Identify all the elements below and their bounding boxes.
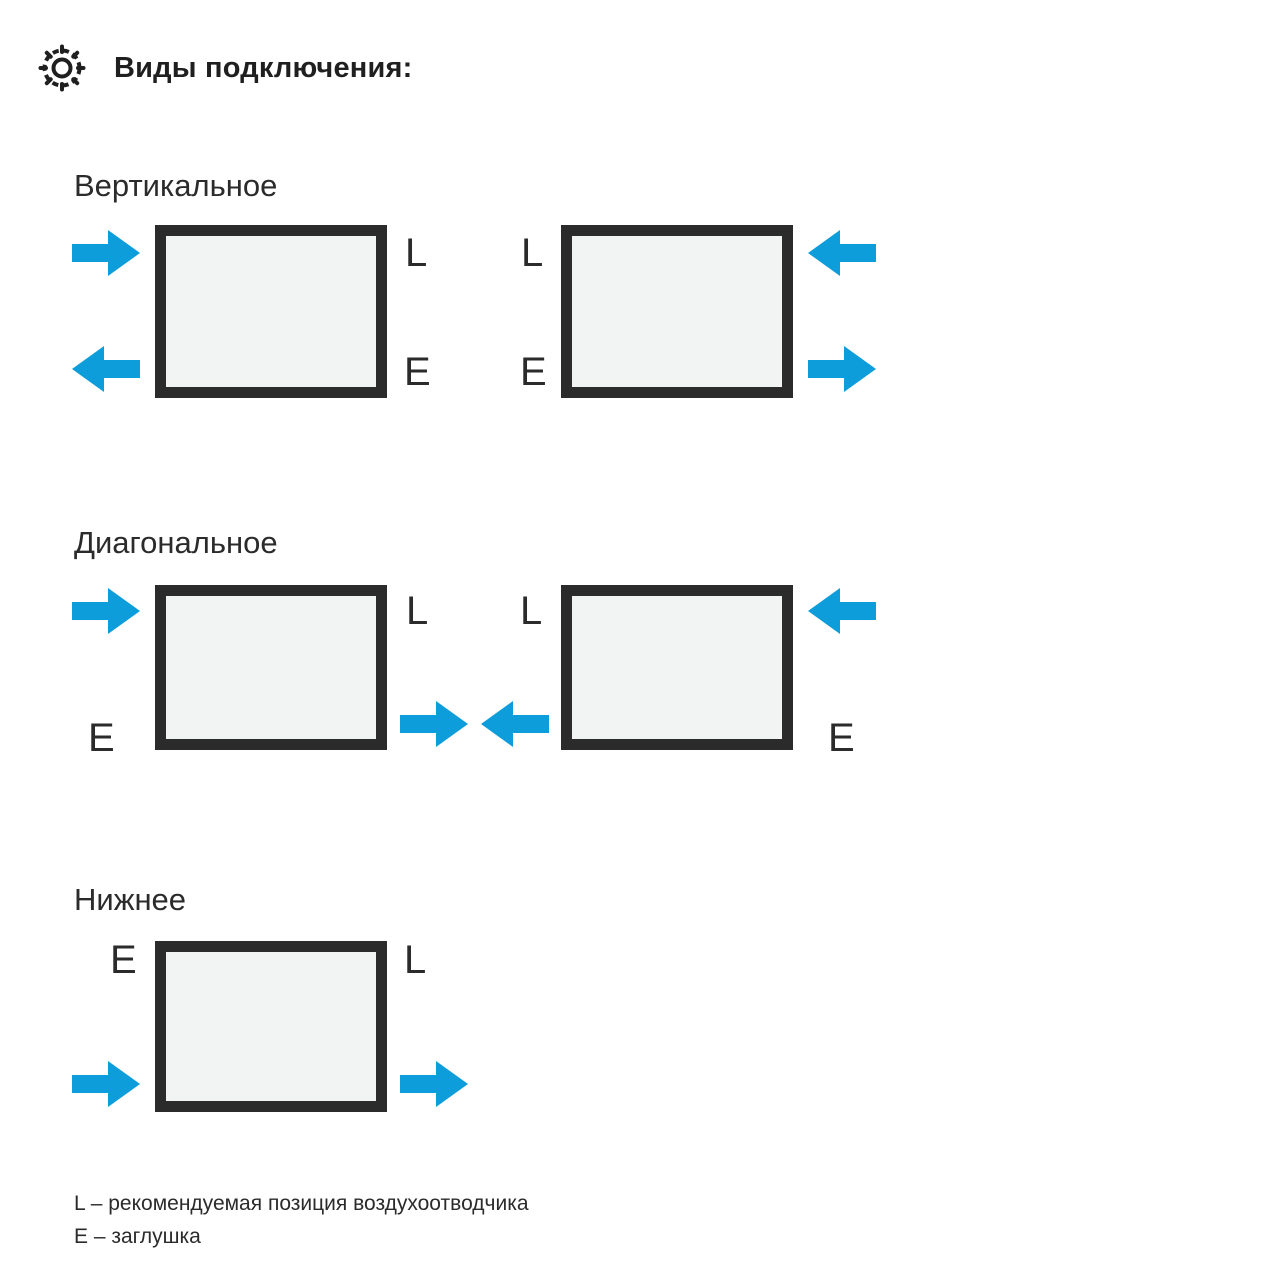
arrow-right-outlet-bottom [400,1058,468,1110]
page-title: Виды подключения: [114,51,413,84]
label-vertical-right-1: E [520,350,547,394]
label-bottom-1: L [404,938,427,982]
arrow-right-outlet-diagonal-left [400,698,468,750]
label-diagonal-right-0: L [520,589,543,633]
label-vertical-right-0: L [521,231,544,275]
label-vertical-left-0: L [405,231,428,275]
legend-item-L: L – рекомендуемая позиция воздухоотводчика [74,1192,529,1215]
label-vertical-left-1: E [404,350,431,394]
arrow-right-inlet-bottom [72,1058,140,1110]
legend-item-E: E – заглушка [74,1224,201,1248]
arrow-right-inlet-diagonal-left [72,585,140,637]
legend [74,1188,529,1253]
radiator-bottom [155,941,387,1112]
gear-icon [36,42,88,94]
radiator-diagonal-right [561,585,793,750]
radiator-vertical-left [155,225,387,398]
header [36,42,413,94]
arrow-left-inlet-diagonal-right [808,585,876,637]
arrow-right-outlet-vertical-right [808,343,876,395]
radiator-vertical-right [561,225,793,398]
section-title-vertical: Вертикальное [74,168,278,203]
label-bottom-0: E [110,938,137,982]
arrow-right-inlet-vertical-left [72,227,140,279]
arrow-left-outlet-vertical-left [72,343,140,395]
section-title-diagonal: Диагональное [74,525,278,560]
label-diagonal-left-0: L [406,589,429,633]
label-diagonal-left-1: E [88,716,115,760]
label-diagonal-right-1: E [828,716,855,760]
radiator-diagonal-left [155,585,387,750]
arrow-left-outlet-diagonal-right [481,698,549,750]
arrow-left-inlet-vertical-right [808,227,876,279]
section-title-bottom: Нижнее [74,882,187,917]
